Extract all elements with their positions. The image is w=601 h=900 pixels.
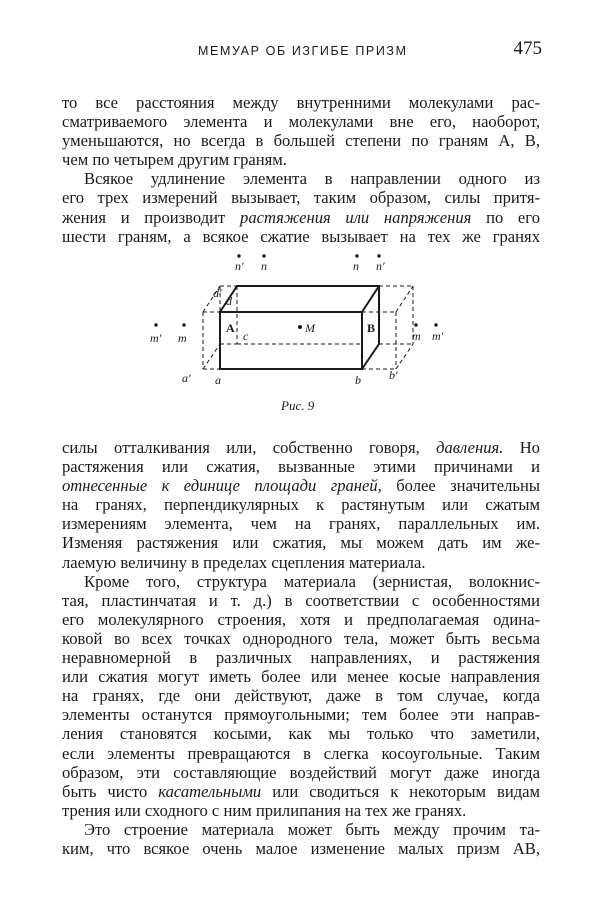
text-line [62, 782, 540, 801]
text-line: его молекулярного строения, хотя и предполагаемая одина- [62, 609, 540, 629]
label-m-prime-left: m′ [150, 331, 162, 345]
text-fragment: по его [486, 207, 540, 227]
text-line: на гранях, перпендикулярных к растянутым или сжатым [62, 495, 540, 515]
label-m-right: m [412, 329, 421, 343]
text-line: Это строение материала может быть между прочим та- [84, 819, 540, 839]
text-fragment: силы отталкивания или, собственно говоря, [62, 438, 420, 457]
label-d-prime: d′ [213, 286, 222, 300]
italic-term: растяжения или напряжения [240, 207, 472, 227]
label-n-left: n [261, 259, 267, 273]
text-line: или сжатия могут иметь более или менее косые направления [62, 667, 540, 687]
label-n-prime-right: n′ [376, 259, 385, 273]
text-line: лаемую величину в пределах сцепления материала. [62, 552, 426, 572]
text-line [62, 438, 540, 457]
text-block-top [62, 93, 540, 246]
label-m-left: m [178, 331, 187, 345]
page-number: 475 [513, 38, 542, 59]
text-line: образом, эти составляющие воздействий могут даже иногда [62, 762, 540, 782]
text-line: если элементы превращаются в слегка косоугольные. Таким [62, 743, 540, 763]
front-face [220, 312, 362, 369]
label-b-prime: b′ [389, 368, 398, 382]
label-a-prime: a′ [182, 371, 191, 385]
text-line: растяжения или сжатия, вызванные этими причинами и [62, 457, 540, 477]
text-line: неравномерной в различных направлениях, и растяжения [62, 648, 540, 668]
label-M: M [305, 321, 315, 335]
text-line: Изменяя растяжения или сжатия, мы можем дать им же- [62, 533, 540, 553]
running-title: МЕМУАР ОБ ИЗГИБЕ ПРИЗМ [198, 44, 408, 58]
paragraph-3 [62, 438, 540, 572]
molecule-dots [154, 254, 437, 329]
figure-caption: Рис. 9 [281, 398, 315, 413]
text-line: тая, пластинчатая и т. д.) в соответствии с особенностями [62, 590, 540, 610]
text-fragment: или сводиться к некоторым видам [272, 781, 541, 801]
text-line: Всякое удлинение элемента в направлении одного из [84, 169, 540, 189]
text-fragment: более значительны [396, 476, 540, 496]
italic-term: давления. [436, 438, 504, 457]
text-line: то все расстояния между внутренними молекулами рас- [62, 93, 540, 112]
label-a: a [215, 373, 221, 387]
page-header [30, 38, 550, 64]
text-line [62, 208, 540, 227]
label-d: d [226, 294, 232, 308]
top-right-edge [362, 286, 379, 312]
text-line: ковой во всех точках однородного тела, может быть весьма [62, 628, 540, 648]
text-line: шести граням, а всякое сжатие вызывает на тех же гранях [62, 226, 540, 246]
italic-term: касательными [158, 781, 262, 801]
figure-9-prism-diagram [140, 252, 460, 417]
text-line: трения или сходного с ним прилипания на тех же гранях. [62, 800, 467, 820]
text-line: чем по четырем другим граням. [62, 150, 287, 170]
paragraph-1 [62, 93, 540, 169]
text-block-bottom [62, 438, 540, 858]
text-line: Кроме того, структура материала (зернистая, волокнис- [84, 571, 540, 591]
text-line: измерениям элемента, чем на гранях, параллельных им. [62, 514, 540, 534]
text-fragment: Но [519, 438, 540, 457]
paragraph-2 [62, 169, 540, 245]
label-n-prime-left: n′ [235, 259, 244, 273]
text-line: ким, что всякое очень малое изменение малых призм AB, [62, 838, 540, 858]
text-fragment: быть чисто [62, 781, 148, 801]
paragraph-5 [62, 820, 540, 858]
text-line: на гранях, где они действуют, даже в том случае, когда [62, 686, 540, 706]
label-m-prime-right: m′ [432, 329, 444, 343]
text-line: его трех измерений вызывает, таким образом, силы притя- [62, 188, 540, 208]
text-fragment: жения и производит [62, 207, 226, 227]
text-line [62, 476, 540, 495]
label-A: A [226, 321, 235, 335]
paragraph-4 [62, 572, 540, 820]
text-line: уменьшаются, но всегда в большей степени по граням A, B, [62, 131, 540, 151]
text-line: сматриваемого элемента и молекулами вне его, наоборот, [62, 112, 540, 132]
label-n-right: n [353, 259, 359, 273]
label-c: c [243, 329, 249, 343]
text-line: ления становятся косыми, как мы только что заметили, [62, 724, 540, 744]
label-b: b [355, 373, 361, 387]
label-B: B [367, 321, 376, 335]
text-line: элементы останутся прямоугольными; тем более эти направ- [62, 705, 540, 725]
italic-term: отнесенные к единице площади граней, [62, 476, 382, 496]
